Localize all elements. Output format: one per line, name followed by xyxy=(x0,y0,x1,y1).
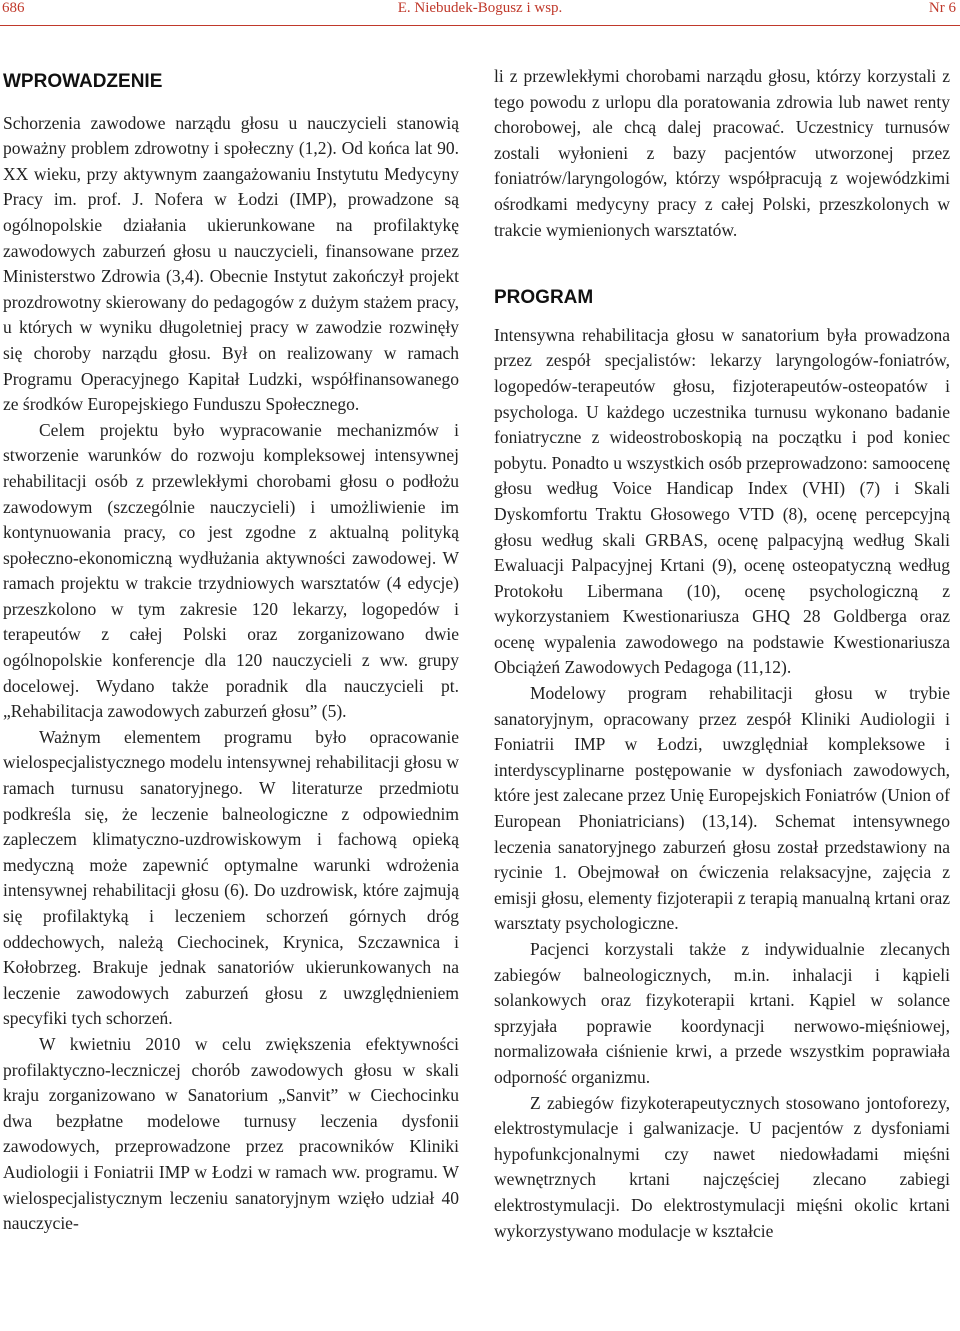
issue-number: Nr 6 xyxy=(928,0,956,16)
right-column xyxy=(494,64,950,1244)
paragraph-continued: li z przewlekłymi chorobami narządu głosu, którzy korzystali z tego powodu z urlopu dla poratowania zdrowia lub nawet renty chorobowej, ale chcą dalej pracować. Uczestnicy turnusów zostali wyłonieni z bazy pacjentów utworzonej przez foniatrów/laryngologów, którzy współpracują z wojewódzkimi ośrodkami medycyny pracy z całej Polski, przeszkolonych w trakcie wymienionych warsztatów. xyxy=(494,66,950,240)
running-header xyxy=(0,0,960,26)
header-authors: E. Niebudek-Bogusz i wsp. xyxy=(397,0,563,16)
section-heading-introduction: WPROWADZENIE xyxy=(3,71,163,92)
paragraph: Celem projektu było wypracowanie mechanizmów i stworzenie warunków do rozwoju kompleksowej intensywnej rehabilitacji osób z przewlekłymi chorobami głosu o podłożu zawodowym (szczególnie nauczycieli) i umożliwienie im kontynuowania pracy, co jest zgodne z aktualną polityką społeczno-ekonomiczną wydłużania aktywności zawodowej. W ramach projektu w trakcie trzydniowych warsztatów (4 edycje) przeszkolono w tym zakresie 120 lekarzy, logopedów i terapeutów z całej Polski oraz zorganizowano dwie ogólnopolskie konferencje dla 120 nauczycieli z ww. grupy docelowej. Wydano także poradnik dla nauczycieli pt. „Rehabilitacja zawodowych zaburzeń głosu” (5). xyxy=(3,419,459,722)
left-column xyxy=(3,64,459,1237)
section-heading-program: PROGRAM xyxy=(494,287,594,309)
paragraph: Ważnym elementem programu było opracowanie wielospecjalistycznego modelu intensywnej rehabilitacji głosu w ramach turnusu sanatoryjnego. W literaturze przedmiotu podkreśla się, że leczenie balneologiczne z odpowiednim zapleczem klimatyczno-uzdrowiskowym i fachową opieką medyczną może zapewnić optymalne warunki wdrożenia intensywnej rehabilitacji głosu (6). Do uzdrowisk, które zajmują się profilaktyką i leczeniem schorzeń górnych dróg oddechowych, należą Ciechocinek, Krynica, Szczawnica i Kołobrzeg. Brakuje jednak sanatoriów ukierunkowanych na leczenie zawodowych zaburzeń głosu z uwzględnieniem specyfiki tych schorzeń. xyxy=(3,726,459,1029)
paragraph: Pacjenci korzystali także z indywidualnie zlecanych zabiegów balneologicznych, m.in. inhalacji i kąpieli solankowych oraz fizykoterapii krtani. Kąpiel w solance sprzyjała poprawie koordynacji nerwowo-mięśniowej, normalizowała ciśnienie krwi, a przede wszystkim poprawiała odporność organizmu. xyxy=(494,939,950,1087)
page-number: 686 xyxy=(2,0,25,16)
paragraph: W kwietniu 2010 w celu zwiększenia efektywności profilaktyczno-leczniczej chorób zawodowych głosu w skali kraju zorganizowano w Sanatorium „Sanvit” w Ciechocinku dwa bezpłatne modelowe turnusy leczenia dysfonii zawodowych, przeprowadzone przez pracowników Kliniki Audiologii i Foniatrii IMP w Łodzi w ramach ww. programu. W wielospecjalistycznym leczeniu sanatoryjnym wzięło udział 40 nauczycie- xyxy=(3,1033,459,1234)
header-rule xyxy=(0,25,960,26)
paragraph: Z zabiegów fizykoterapeutycznych stosowano jontoforezy, elektrostymulacje i galwanizacje. U pacjentów z dysfoniami hypofunkcjonalnymi czy nawet niedowładami mięśni wewnętrznych krtani najczęściej zlecano zabiegi elektrostymulacji. Do elektrostymulacji mięśni okolic krtani wykorzystywano modulacje w kształcie xyxy=(494,1092,950,1241)
paragraph: Intensywna rehabilitacja głosu w sanatorium była prowadzona przez zespół specjalistów: lekarzy laryngologów-foniatrów, logopedów-terapeutów głosu, fizjoterapeutów-osteopatów i psychologa. U każdego uczestnika turnusu wykonano badanie foniatryczne z wideostroboskopią na początku i pod koniec pobytu. Ponadto u wszystkich osób przeprowadzono: samoocenę głosu według Voice Handicap Index (VHI) (7) i Skali Dyskomfortu Traktu Głosowego VTD (8), ocenę percepcyjną głosu według skali GRBAS, ocenę palpacyjną według Skali Ewaluacji Palpacyjnej Krtani (9), ocenę osteopatyczną według Protokołu Libermana (10), ocenę psychologiczną z wykorzystaniem Kwestionariusza GHQ 28 Goldberga oraz ocenę wypalenia zawodowego na podstawie Kwestionariusza Obciążeń Zawodowych Pedagoga (11,12). xyxy=(494,324,950,678)
paragraph: Modelowy program rehabilitacji głosu w trybie sanatoryjnym, opracowany przez zespół Kliniki Audiologii i Foniatrii IMP w Łodzi, uwzględniał kompleksowe i interdyscyplinarne postępowanie w dysfoniach zawodowych, które jest zalecane przez Unię Europejskich Foniatrów (Union of European Phoniatricians) (13,14). Schemat intensywnego leczenia sanatoryjnego zaburzeń głosu został przedstawiony na rycinie 1. Obejmował on ćwiczenia relaksacyjne, zajęcia z emisji głosu, elementy fizjoterapii z terapią manualną krtani oraz warsztaty psychologiczne. xyxy=(494,683,950,934)
paragraph: Schorzenia zawodowe narządu głosu u nauczycieli stanowią poważny problem zdrowotny i społeczny (1,2). Od końca lat 90. XX wieku, przy aktywnym zaangażowaniu Instytutu Medycyny Pracy im. prof. J. Nofera w Łodzi (IMP), prowadzone są ogólnopolskie działania ukierunkowane na profilaktykę zawodowych zaburzeń głosu u nauczycieli, finansowane przez Ministerstwo Zdrowia (3,4). Obecnie Instytut zakończył projekt prozdrowotny skierowany do pedagogów z dużym stażem pracy, u których w wyniku długoletniej pracy w zawodzie rozwinęły się choroby narządu głosu. Był on realizowany w ramach Programu Operacyjnego Kapitał Ludzki, współfinansowanego ze środków Europejskiego Funduszu Społecznego. xyxy=(3,112,459,415)
